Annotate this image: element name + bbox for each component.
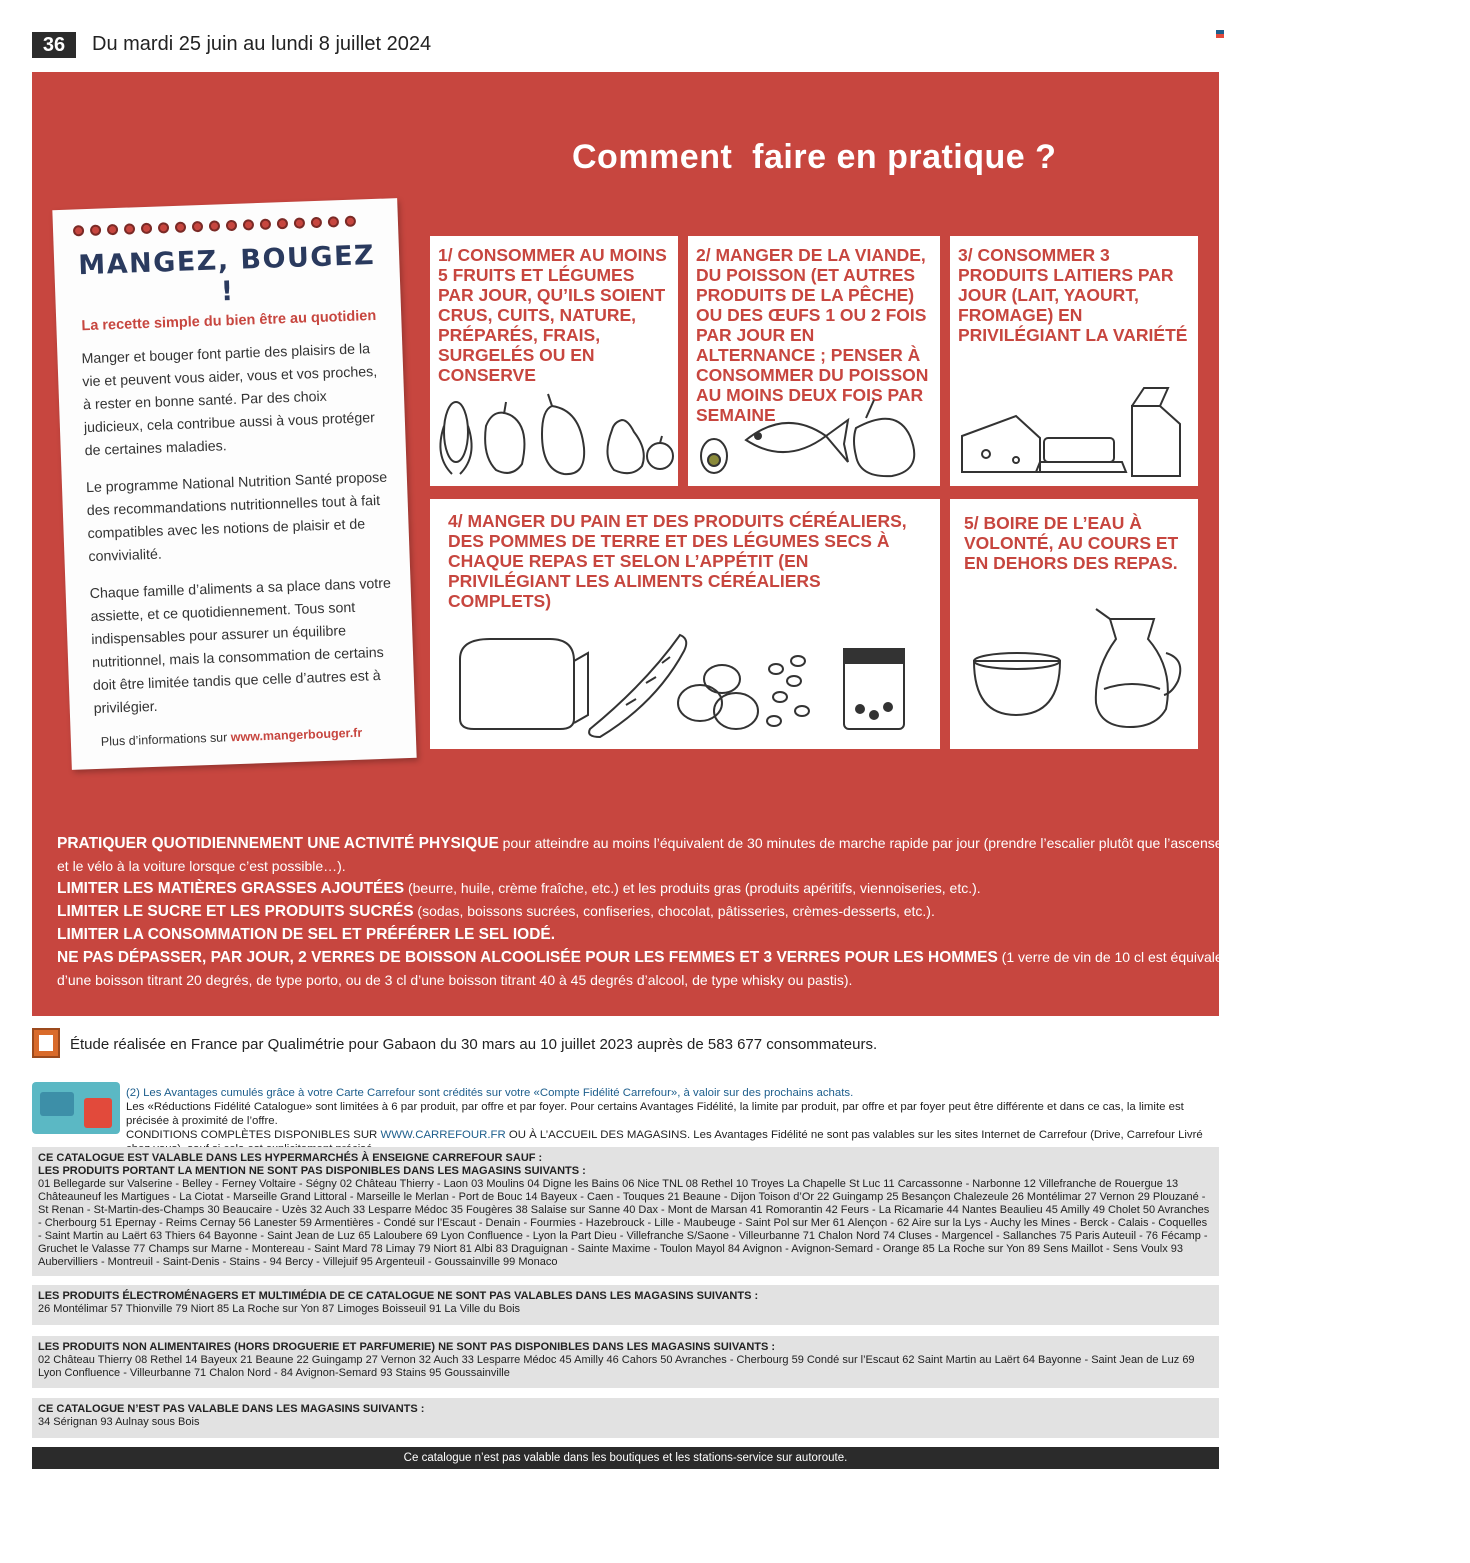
study-note — [32, 1028, 1219, 1058]
meat-fish-illustration — [696, 396, 936, 480]
clipboard-icon — [32, 1028, 60, 1058]
fish-icon — [746, 420, 848, 462]
rule-sugar — [57, 900, 1199, 923]
rule-activity — [57, 832, 1357, 855]
rule-heading: LIMITER LES MATIÈRES GRASSES AJOUTÉES — [57, 880, 405, 897]
rule-text: pour atteindre au moins l’équivalent de 30 minutes de marche rapide par jour (prendre l’escalier plutôt que l’ascenseur, préférer la marche — [498, 835, 1357, 851]
box-body: 02 Château Thierry 08 Rethel 14 Bayeux 21 Beaune 22 Guingamp 27 Vernon 32 Auch 33 Lesparre Médoc 45 Amilly 46 Cahors 50 Avranches - Cherbourg 59 Condé sur l’Escaut 62 Saint Martin au Laërt 64 Bayonne - Saint Jean de Luz 69 Lyon Confluence - Villeurbanne 71 Chalon Nord - 84 Avignon-Semard 93 Stains 95 Goussainville — [38, 1354, 1195, 1379]
rule-salt — [57, 923, 1199, 946]
rule-heading: PRATIQUER QUOTIDIENNEMENT UNE ACTIVITÉ PHYSIQUE — [57, 835, 499, 852]
bread-loaf-icon — [460, 639, 588, 729]
card-fruits-vegetables — [430, 236, 678, 486]
fidelity-line: Les «Réductions Fidélité Catalogue» sont limitées à 6 par produit, par offre et par foyer. Pour certains Avantages Fidélité, la limite par produit, par offre et par foyer peut être différente et dans ce cas, la limite est précisée à proximité de l’offre. — [126, 1101, 1184, 1127]
carrefour-link[interactable]: WWW.CARREFOUR.FR — [380, 1129, 506, 1141]
fruits-vegetables-illustration — [434, 386, 674, 478]
rule-text: (beurre, huile, crème fraîche, etc.) et les produits gras (produits apéritifs, viennoiseries, etc.). — [404, 880, 981, 896]
card-text: 5/ BOIRE DE L’EAU À VOLONTÉ, AU COURS ET EN DEHORS DES REPAS. — [964, 513, 1179, 573]
cereals-illustration — [450, 619, 930, 739]
corn-icon — [440, 402, 471, 474]
notepad-paragraph: Manger et bouger font partie des plaisirs de la vie et peuvent vous aider, vous et vos proches, à rester en bonne santé. Par des choix judicieux, cela contribue aussi à vous protéger de certaines maladies. — [81, 341, 378, 460]
card-cereals — [430, 499, 940, 749]
card-dairy — [950, 236, 1198, 486]
footer-note: Ce catalogue n’est pas valable dans les boutiques et les stations-service sur autoroute. — [32, 1447, 1219, 1469]
store-exceptions-box — [32, 1147, 1219, 1276]
card-water — [950, 499, 1198, 749]
rule-continuation: d’une boisson titrant 20 degrés, de type porto, ou de 3 cl d’une boisson titrant 40 à 45 degrés d’alcool, de type whisky ou pastis). — [57, 972, 853, 988]
box-heading: LES PRODUITS ÉLECTROMÉNAGERS ET MULTIMÉDIA DE CE CATALOGUE NE SONT PAS VALABLES DANS LES MAGASINS SUIVANTS : — [38, 1290, 759, 1302]
notepad-more-info — [89, 724, 398, 749]
carrefour-card-icon — [32, 1082, 120, 1134]
card-text: 2/ MANGER DE LA VIANDE, DU POISSON (ET AUTRES PRODUITS DE LA PÊCHE) OU DES ŒUFS 1 OU 2 FOIS PAR JOUR EN ALTERNANCE ; PENSER À CONSOMMER DU POISSON AU MOINS DEUX FOIS PAR SEMAINE — [696, 245, 929, 425]
apple-icon — [647, 436, 673, 469]
box-heading: LES PRODUITS PORTANT LA MENTION NE SONT PAS DISPONIBLES DANS LES MAGASINS SUIVANTS : — [38, 1165, 586, 1177]
cheese-icon — [962, 416, 1040, 472]
fidelity-lines — [126, 1086, 1216, 1156]
notepad — [52, 198, 416, 770]
notepad-subtitle: La recette simple du bien être au quotidien — [81, 307, 377, 335]
electro-exceptions-box — [32, 1285, 1219, 1325]
water-illustration — [960, 599, 1190, 739]
panel-headline: Comment faire en pratique ? — [572, 138, 1057, 176]
card-text: 1/ CONSOMMER AU MOINS 5 FRUITS ET LÉGUMES PAR JOUR, QU’ILS SOIENT CRUS, CUITS, NATURE, PRÉPARÉS, FRAIS, SURGELÉS OU EN CONSERVE — [438, 245, 667, 385]
nonfood-exceptions-box — [32, 1336, 1219, 1388]
fidelity-block — [32, 1080, 1219, 1141]
date-range: Du mardi 25 juin au lundi 8 juillet 2024 — [92, 33, 432, 55]
study-text: Étude réalisée en France par Qualimétrie pour Gabaon du 30 mars au 10 juillet 2023 auprès de 583 677 consommateurs. — [70, 1036, 878, 1053]
card-meat-fish-eggs — [688, 236, 940, 486]
conditions-label: OU À L’ACCUEIL DES MAGASINS. — [505, 1129, 691, 1141]
rule-heading: NE PAS DÉPASSER, PAR JOUR, 2 VERRES DE BOISSON ALCOOLISÉE POUR LES FEMMES ET 3 VERRES POUR LES HOMMES — [57, 949, 998, 966]
eggplant-icon — [542, 394, 584, 474]
water-jug-icon — [1096, 609, 1180, 727]
pear-icon — [607, 420, 643, 473]
conditions-text: Les Avantages Fidélité ne sont pas valables sur les sites Internet de Carrefour (Drive, Carrefour Livré — [693, 1129, 1203, 1141]
baguette-icon — [589, 635, 686, 737]
rule-alcohol — [57, 946, 1470, 969]
milk-carton-icon — [1132, 388, 1180, 476]
rule-text: (sodas, boissons sucrées, confiseries, chocolat, pâtisseries, crèmes-desserts, etc.). — [413, 903, 935, 919]
notepad-rings — [73, 215, 380, 237]
potato-icon — [678, 665, 758, 729]
card-text: 3/ CONSOMMER 3 PRODUITS LAITIERS PAR JOUR (LAIT, YAOURT, FROMAGE) EN PRIVILÉGIANT LA VARIÉTÉ — [958, 245, 1188, 345]
page-number: 36 — [32, 32, 76, 58]
notepad-paragraph: Le programme National Nutrition Santé propose des recommandations nutritionnelles tout à fait compatibles avec les notions de plaisir et de convivialité. — [85, 469, 388, 566]
rules-block — [57, 832, 1470, 991]
pepper-icon — [485, 402, 524, 473]
egg-icon — [701, 439, 727, 473]
notepad-title: MANGEZ, BOUGEZ ! — [77, 239, 376, 308]
notepad-paragraph: Chaque famille d’aliments a sa place dans votre assiette, et ce quotidiennement. Tous sont indispensables pour assurer un équilibre nutritionnel, mais la consommation de certains doit être limitée tandis que celle d’autres est à privilégier. — [89, 575, 392, 718]
butter-icon — [1036, 438, 1126, 472]
nutrition-panel — [32, 72, 1470, 1016]
bowl-icon — [974, 653, 1060, 715]
invalid-stores-box — [32, 1398, 1219, 1438]
beans-icon — [767, 656, 809, 726]
box-body: 01 Bellegarde sur Valserine - Belley - Ferney Voltaire - Ségny 02 Château Thierry - Laon 03 Moulins 04 Digne les Bains 06 Nice TNL 08 Rethel 10 Troyes La Chapelle St Luc 11 Carcassonne - Narbonne 12 Villefranche de Rouergue 13 Châteauneuf les Martigues - La Ciotat - Marseille Grand Littoral - Marseille le Merlan - Port de Bouc 14 Bayeux - Caen - Touques 21 Beaune - Dijon Toison d’Or 22 Guingamp 25 Besançon Chalezeule 26 Montélimar 27 Vernon 29 Plouzané - St Renan - St-Martin-des-Champs 30 Beaucaire - Uzès 32 Auch 33 Lesparre Médoc 35 Fougères 38 Salaise sur Sanne 40 Dax - Mont de Marsan 41 Romorantin 42 Feurs - La Ricamarie 44 Nantes Beaulieu 45 Amilly 49 Cholet 50 Avranches - Cherbourg 51 Epernay - Reims Cernay 56 Lanester 59 Armentières - Condé sur l’Escaut - Denain - Fourmies - Hazebrouck - Lille - Maubeuge - Saint Pol sur Mer 61 Alençon - 62 Aire sur la Lys - Auchy les Mines - Berck - Calais - Coquelles - Saint Martin au Laërt 63 Thiers 64 Bayonne - Saint Jean de Luz 65 Laloubere 69 Lyon Confluence - Lyon la Part Dieu - Villefranche S/Saone - Villeurbanne 71 Chalon Nord 74 Cluses - Margencel - Sallanches 75 Paris Auteuil - 76 Fécamp - Gruchet le Valasse 77 Champs sur Marne - Montereau - Saint Mard 78 Limay 79 Niort 81 Albi 83 Draguignan - Sainte Maxime - Toulon Mayol 84 Avignon - Avignon-Semard - Orange 85 La Roche sur Yon 89 Sens Maillot - Sens Voulx 93 Aubervilliers - Montreuil - Saint-Denis - Stains - 94 Bercy - Villejuif 95 Argenteuil - Goussainville 99 Monaco — [38, 1178, 1210, 1268]
more-info-label: Plus d’informations sur — [100, 730, 232, 749]
box-heading: LES PRODUITS NON ALIMENTAIRES (HORS DROGUERIE ET PARFUMERIE) NE SONT PAS DISPONIBLES DANS LES MAGASINS SUIVANTS : — [38, 1341, 776, 1353]
jar-icon — [844, 649, 904, 729]
mangerbouger-link[interactable]: www.mangerbouger.fr — [230, 725, 363, 745]
brand-dot-icon — [1216, 30, 1224, 38]
rule-continuation: et le vélo à la voiture lorsque c’est possible…). — [57, 858, 346, 874]
box-heading: CE CATALOGUE EST VALABLE DANS LES HYPERMARCHÉS À ENSEIGNE CARREFOUR SAUF : — [38, 1152, 543, 1164]
rule-heading: LIMITER LA CONSOMMATION DE SEL ET PRÉFÉRER LE SEL IODÉ. — [57, 926, 556, 943]
ham-icon — [854, 400, 914, 476]
dairy-illustration — [956, 376, 1192, 480]
fidelity-line: (2) Les Avantages cumulés grâce à votre Carte Carrefour sont crédités sur votre «Compte Fidélité Carrefour», à valoir sur des prochains achats. — [126, 1087, 854, 1099]
box-heading: CE CATALOGUE N’EST PAS VALABLE DANS LES MAGASINS SUIVANTS : — [38, 1403, 425, 1415]
card-text: 4/ MANGER DU PAIN ET DES PRODUITS CÉRÉALIERS, DES POMMES DE TERRE ET DES LÉGUMES SECS À CHAQUE REPAS ET SELON L’APPÉTIT (EN PRIVILÉGIANT LES ALIMENTS CÉRÉALIERS COMPLETS) — [448, 511, 907, 611]
rule-heading: LIMITER LE SUCRE ET LES PRODUITS SUCRÉS — [57, 903, 414, 920]
box-body: 26 Montélimar 57 Thionville 79 Niort 85 La Roche sur Yon 87 Limoges Boisseuil 91 La Ville du Bois — [38, 1303, 521, 1315]
rule-text: (1 verre de vin de 10 cl est équivalent à 1 demi de bière ou à 1 verre de 6 cl — [997, 949, 1470, 965]
box-body: 34 Sérignan 93 Aulnay sous Bois — [38, 1416, 200, 1428]
conditions-label: CONDITIONS COMPLÈTES DISPONIBLES SUR — [126, 1129, 381, 1141]
rule-fats — [57, 877, 1199, 900]
